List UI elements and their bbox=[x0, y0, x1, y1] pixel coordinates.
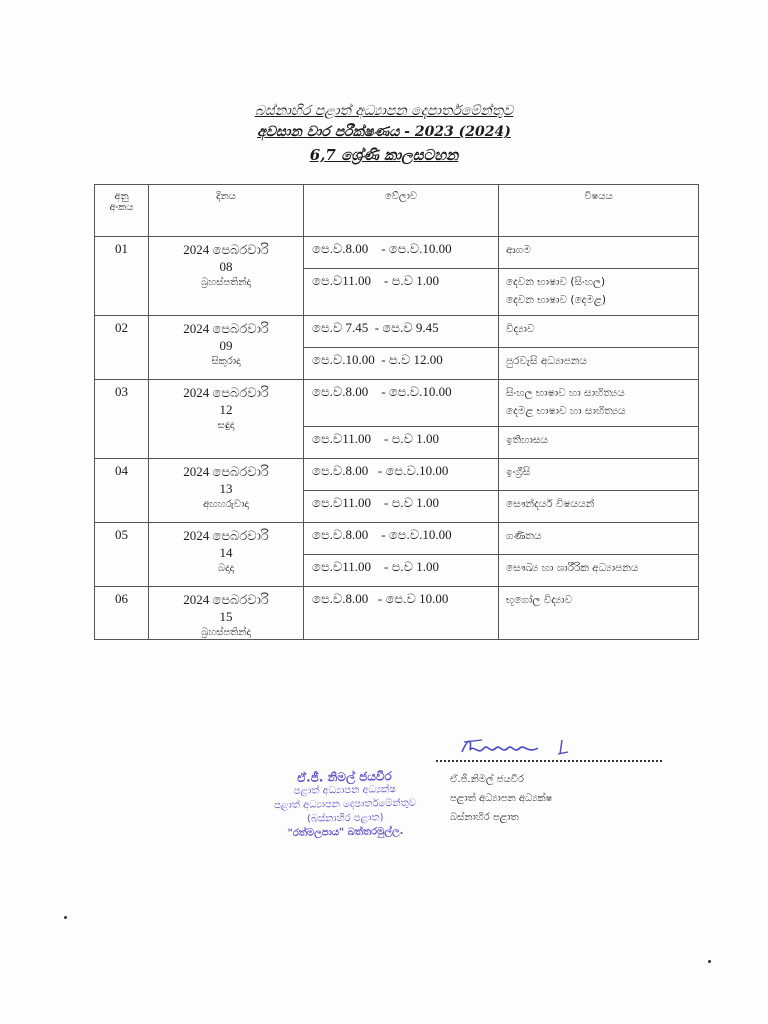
stamp-address: "රත්මලපාය" බත්තරමුල්ල. bbox=[287, 825, 404, 840]
subject-name: ගණිතය bbox=[506, 530, 542, 542]
header-serial-number: අනු අංකය bbox=[95, 185, 149, 237]
date-cell bbox=[149, 523, 304, 587]
scan-speck bbox=[64, 916, 67, 919]
subject-cell bbox=[499, 427, 699, 459]
date-day-number: 09 bbox=[219, 338, 233, 353]
signatory-province: බස්නාහිර පළාත bbox=[450, 812, 519, 823]
table-row bbox=[95, 523, 699, 555]
table-header-row bbox=[95, 185, 699, 237]
signature-block bbox=[450, 770, 552, 827]
date-day-number: 15 bbox=[219, 609, 233, 624]
time-cell: පෙ.ව11.00 - ප.ව 1.00 bbox=[304, 269, 499, 316]
time-cell: පෙ.ව.8.00 - පෙ.ව.10.00 bbox=[304, 523, 499, 555]
subject-name: දෙවන භාෂාව (දෙමළ) bbox=[506, 294, 606, 306]
serial-number-cell: 01 bbox=[95, 237, 149, 316]
subject-name: දෙමළ භාෂාව හා සාහිත්‍යය bbox=[506, 405, 626, 417]
table-row bbox=[95, 237, 699, 269]
subject-cell bbox=[499, 523, 699, 555]
date-month: 2024 පෙබරවාරි bbox=[183, 385, 269, 400]
serial-number-cell: 04 bbox=[95, 459, 149, 523]
subject-cell bbox=[499, 237, 699, 269]
subject-cell bbox=[499, 348, 699, 380]
serial-number-cell: 02 bbox=[95, 316, 149, 380]
stamp-province: (බස්නාහිර පළාත) bbox=[306, 812, 384, 825]
weekday: සිකුරාදා bbox=[211, 356, 241, 367]
heading-timetable: 6,7 ශ්‍රේණි කාලසටහන bbox=[309, 146, 459, 164]
header-subject: විෂයය bbox=[499, 185, 699, 237]
subject-cell bbox=[499, 491, 699, 523]
weekday: බ්‍රහස්පතින්දා bbox=[201, 627, 251, 638]
subject-name: ඉතිහාසය bbox=[506, 434, 548, 446]
weekday: බදාදා bbox=[217, 563, 235, 574]
subject-cell bbox=[499, 459, 699, 491]
stamp-department: පළාත් අධ්‍යාපන දෙපාර්තමේන්තුව bbox=[273, 797, 416, 812]
subject-name: ඉංග්‍රීසි bbox=[506, 466, 531, 478]
subject-cell bbox=[499, 587, 699, 640]
subject-name: සෞන්දර්ය විෂයයන් bbox=[506, 498, 595, 510]
heading-exam: අවසාන වාර පරීක්ෂණය - 2023 (2024) bbox=[257, 124, 511, 140]
serial-number-cell: 05 bbox=[95, 523, 149, 587]
time-cell: පෙ.ව11.00 - ප.ව 1.00 bbox=[304, 555, 499, 587]
date-cell bbox=[149, 380, 304, 459]
official-stamp bbox=[239, 768, 450, 842]
subject-name: සිංහල භාෂාව හා සාහිත්‍යය bbox=[506, 387, 625, 399]
date-day-number: 12 bbox=[219, 402, 233, 417]
stamp-name: ඒ.ජී. නිමල් ජයවීර bbox=[297, 769, 392, 785]
time-cell: පෙ.ව.8.00 - පෙ.ව.10.00 bbox=[304, 459, 499, 491]
time-cell: පෙ.ව.8.00 - පෙ.ව.10.00 bbox=[304, 237, 499, 269]
signature-scribble bbox=[458, 734, 578, 762]
table-row bbox=[95, 316, 699, 348]
table-row bbox=[95, 587, 699, 640]
time-cell: පෙ.ව 7.45 - පෙ.ව 9.45 bbox=[304, 316, 499, 348]
subject-cell bbox=[499, 316, 699, 348]
weekday: බ්‍රහස්පතින්දා bbox=[201, 277, 251, 288]
serial-number-cell: 06 bbox=[95, 587, 149, 640]
header-date: දිනය bbox=[149, 185, 304, 237]
date-cell bbox=[149, 316, 304, 380]
subject-name: ආගම bbox=[506, 244, 531, 256]
date-cell bbox=[149, 237, 304, 316]
subject-cell bbox=[499, 555, 699, 587]
header-time: වේලාව bbox=[304, 185, 499, 237]
subject-cell bbox=[499, 269, 699, 316]
date-day-number: 08 bbox=[219, 259, 233, 274]
heading-department: බස්නාහිර පළාත් අධ්‍යාපන දෙපාර්තමේන්තුව bbox=[254, 103, 514, 119]
date-month: 2024 පෙබරවාරි bbox=[183, 242, 269, 257]
subject-cell bbox=[499, 380, 699, 427]
date-day-number: 14 bbox=[219, 545, 233, 560]
time-cell: පෙ.ව.8.00 - පෙ.ව 10.00 bbox=[304, 587, 499, 640]
weekday: සඳුදා bbox=[217, 420, 235, 431]
time-cell: පෙ.ව11.00 - ප.ව 1.00 bbox=[304, 427, 499, 459]
signatory-name: ඒ.ජී.නිමල් ජයවීර bbox=[450, 774, 524, 785]
date-day-number: 13 bbox=[219, 481, 233, 496]
exam-timetable bbox=[94, 184, 699, 640]
serial-number-cell: 03 bbox=[95, 380, 149, 459]
subject-name: සෞඛ්‍ය හා ශාරීරික අධ්‍යාපනය bbox=[506, 562, 639, 574]
signature-line bbox=[436, 760, 662, 762]
signatory-title: පළාත් අධ්‍යාපන අධ්‍යක්ෂ bbox=[450, 793, 553, 804]
stamp-title: පළාත් අධ්‍යාපන අධ්‍යක්ෂ bbox=[293, 784, 396, 797]
date-month: 2024 පෙබරවාරි bbox=[183, 321, 269, 336]
subject-name: පුරවැසි අධ්‍යාපනය bbox=[506, 355, 587, 367]
table-row bbox=[95, 459, 699, 491]
time-cell: පෙ.ව11.00 - ප.ව 1.00 bbox=[304, 491, 499, 523]
subject-name: විද්‍යාව bbox=[506, 323, 535, 335]
subject-name: දෙවන භාෂාව (සිංහල) bbox=[506, 276, 606, 288]
time-cell: පෙ.ව.8.00 - පෙ.ව.10.00 bbox=[304, 380, 499, 427]
date-cell bbox=[149, 587, 304, 640]
time-cell: පෙ.ව.10.00 - ප.ව 12.00 bbox=[304, 348, 499, 380]
table-row bbox=[95, 380, 699, 427]
scan-speck bbox=[708, 960, 711, 963]
date-cell bbox=[149, 459, 304, 523]
date-month: 2024 පෙබරවාරි bbox=[183, 592, 269, 607]
date-month: 2024 පෙබරවාරි bbox=[183, 464, 269, 479]
subject-name: භූගෝල විද්‍යාව bbox=[506, 594, 573, 606]
date-month: 2024 පෙබරවාරි bbox=[183, 528, 269, 543]
weekday: අඟහරුවාදා bbox=[203, 499, 249, 510]
timetable-body bbox=[95, 237, 699, 640]
